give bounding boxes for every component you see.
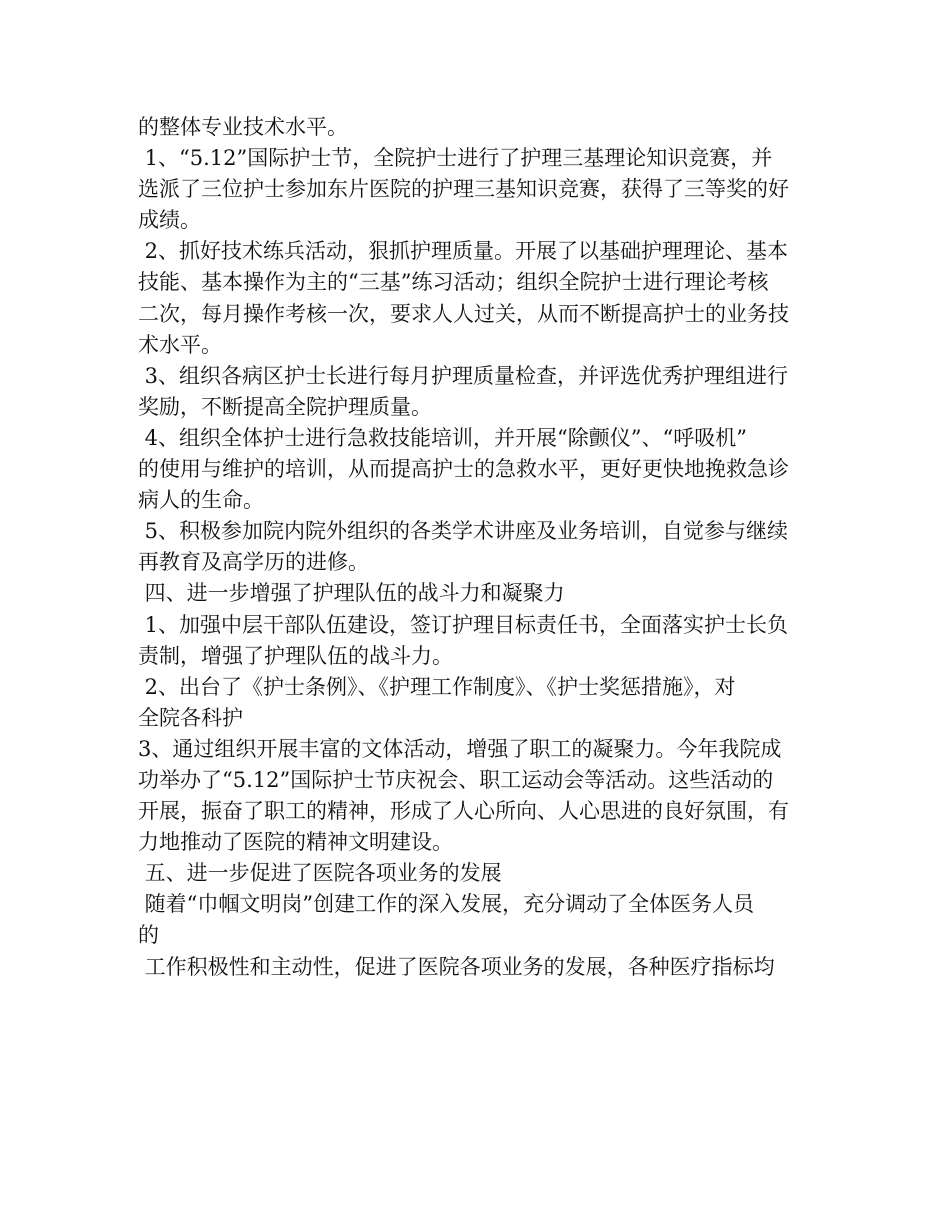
text-line: 病人的生命。 — [138, 488, 264, 513]
text-line: 随着“巾帼文明岗”创建工作的深入发展，充分调动了全体医务人员 — [138, 892, 755, 917]
text-line: 奖励，不断提高全院护理质量。 — [138, 394, 432, 419]
section-heading: 四、进一步增强了护理队伍的战斗力和凝聚力 — [138, 581, 565, 606]
text-line: 选派了三位护士参加东片医院的护理三基知识竞赛，获得了三等奖的好 — [138, 177, 789, 202]
text-line: 开展，振奋了职工的精神，形成了人心所向、人心思进的良好氛围，有 — [138, 799, 789, 824]
text-line: 工作积极性和主动性，促进了医院各项业务的发展，各种医疗指标均 — [138, 954, 775, 979]
document-body — [138, 112, 814, 983]
text-line: 3、通过组织开展丰富的文体活动，增强了职工的凝聚力。今年我院成 — [138, 736, 782, 761]
text-line: 责制，增强了护理队伍的战斗力。 — [138, 643, 453, 668]
section-heading: 五、进一步促进了医院各项业务的发展 — [138, 861, 502, 886]
text-line: 3、组织各病区护士长进行每月护理质量检查，并评选优秀护理组进行 — [138, 363, 789, 388]
text-line: 5、积极参加院内院外组织的各类学术讲座及业务培训，自觉参与继续 — [138, 519, 789, 544]
text-line: 4、组织全体护士进行急救技能培训，并开展“除颤仪”、“呼吸机” — [138, 425, 747, 450]
text-line: 的使用与维护的培训，从而提高护士的急救水平，更好更快地挽救急诊 — [138, 457, 789, 482]
text-line: 二次，每月操作考核一次，要求人人过关，从而不断提高护士的业务技 — [138, 301, 789, 326]
text-line: 成绩。 — [138, 208, 201, 233]
text-line: 全院各科护 — [138, 705, 243, 730]
text-line: 1、“5.12”国际护士节，全院护士进行了护理三基理论知识竞赛，并 — [138, 146, 773, 171]
text-line: 术水平。 — [138, 332, 222, 357]
text-line: 力地推动了医院的精神文明建设。 — [138, 830, 453, 855]
text-line: 的整体专业技术水平。 — [138, 115, 348, 139]
text-line: 功举办了“5.12”国际护士节庆祝会、职工运动会等活动。这些活动的 — [138, 767, 774, 792]
text-line: 技能、基本操作为主的“三基”练习活动；组织全院护士进行理论考核 — [138, 270, 769, 295]
text-line: 2、抓好技术练兵活动，狠抓护理质量。开展了以基础护理理论、基本 — [138, 239, 789, 264]
text-line: 再教育及高学历的进修。 — [138, 550, 369, 575]
text-line: 的 — [138, 923, 159, 948]
text-line: 1、加强中层干部队伍建设，签订护理目标责任书，全面落实护士长负 — [138, 612, 789, 637]
text-line: 2、出台了《护士条例》、《护理工作制度》、《护士奖惩措施》，对 — [138, 674, 736, 699]
